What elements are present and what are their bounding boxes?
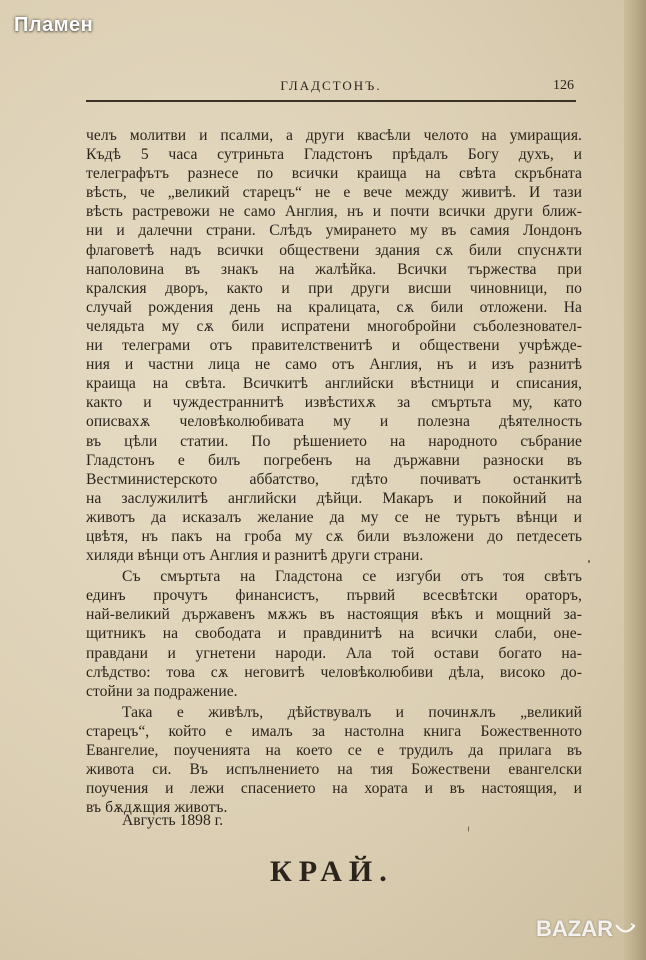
smile-icon <box>615 916 636 942</box>
text-line: правдани и угнетени народи. Ала той остави богато на- <box>86 644 582 662</box>
text-line: случай рождения день на кралицата, сѫ били отложени. На <box>86 298 582 316</box>
text-line: живота си. Въ испълнението на тия Божествени евангелски <box>86 761 582 779</box>
page-number: 126 <box>553 78 574 93</box>
text-line: единъ прочутъ финансистъ, първий всесвѣтски ораторъ, <box>86 587 582 605</box>
the-end-heading: КРАЙ. <box>270 855 394 888</box>
text-line: флаговетѣ надъ всички обществени здания сѫ били спуснѫти <box>86 241 582 259</box>
paragraph <box>86 126 582 565</box>
text-line: вѣсть, че „великий старецъ“ не е вече между живитѣ. И тази <box>86 184 582 202</box>
text-line: Евангелие, поученията на което се е трудилъ да прилага въ <box>86 742 582 759</box>
text-line: челядьта му сѫ били испратени многобройни съболезновател- <box>86 317 582 335</box>
text-line: краища на свѣта. Всичкитѣ английски вѣстници и списания, <box>86 375 582 393</box>
text-line: както и чуждестраннитѣ извѣстихѫ за смъртьта му, като <box>86 394 582 412</box>
dateline: Августь 1898 г. <box>122 812 224 829</box>
text-line: Гладстонъ е билъ погребенъ на държавни разноски въ <box>86 451 582 469</box>
text-line: на заслужилитѣ английски дѣйци. Макаръ и покойний на <box>86 489 582 507</box>
body-text <box>86 126 582 817</box>
text-line: животъ да исказалъ желание да му се не турьтъ вѣнци и <box>86 508 582 526</box>
watermark <box>536 914 636 944</box>
text-line: ния и частни лица не само отъ Англия, нъ и изъ разнитѣ <box>86 356 582 374</box>
paragraph <box>86 703 582 818</box>
text-line: наполовина въ знакъ на жалѣйка. Всички тържества при <box>86 260 582 278</box>
paragraph <box>86 567 582 701</box>
text-line: челъ молитви и псалми, а други квасѣли челото на умиращия. <box>86 127 582 144</box>
text-line: хиляди вѣнци отъ Англия и разнитѣ други страни. <box>86 547 424 565</box>
text-line: Съ смъртьта на Гладстона се изгуби отъ тоя свѣтъ <box>122 568 582 586</box>
paper-speck <box>468 826 469 832</box>
text-line: вѣсть растревожи не само Англия, нъ и почти всички други ближ- <box>86 203 582 221</box>
text-line: кралския дворъ, както и при други висши чиновници, по <box>86 279 582 297</box>
text-line: въ бѫдѫщия животъ. <box>86 799 228 817</box>
page-header <box>86 78 576 102</box>
watermark-text: BAZAR <box>536 916 613 941</box>
text-line: въ цѣли статии. По рѣшението на народното събрание <box>86 432 582 450</box>
text-line: Така е живѣлъ, дѣйствувалъ и починѫлъ „великий <box>122 703 582 721</box>
text-line: цвѣтя, нъ пакъ на гроба му сѫ били възложени до петдесеть <box>86 527 582 545</box>
text-line: най-великий държавенъ мѫжъ въ настоящия вѣкъ и мощний за- <box>86 606 582 624</box>
running-title: ГЛАДСТОНЪ. <box>280 78 382 93</box>
text-line: ни и далечни страни. Слѣдъ умирането му въ самия Лондонъ <box>86 222 582 240</box>
text-line: поучения и лежи спасението на хората и въ настоящия, и <box>86 780 582 798</box>
text-line: стойни за подражение. <box>86 682 238 700</box>
text-line: старецъ“, който е ималъ за настолна книга Божественното <box>86 722 582 740</box>
text-line: телеграфътъ разнесе по всички краища на свѣта скръбната <box>86 165 582 183</box>
page-edge <box>624 0 646 960</box>
text-line: щитникъ на свободата и правдинитѣ на всички слаби, оне- <box>86 625 582 643</box>
site-logo: Пламен <box>14 14 94 36</box>
text-line: ни телеграми отъ правителственитѣ и обществени учрѣжде- <box>86 337 582 355</box>
text-line: описвахѫ человѣколюбивата му и полезна дѣятелность <box>86 413 582 431</box>
text-line: Вестминистерското аббатство, гдѣто почиватъ останкитѣ <box>86 470 582 488</box>
paper-speck <box>588 560 590 563</box>
text-line: Къдѣ 5 часа сутриньта Гладстонъ прѣдалъ Богу духъ, и <box>86 146 582 164</box>
text-line: слѣдство: това сѫ неговитѣ человѣколюбиви дѣла, високо до- <box>86 663 582 681</box>
